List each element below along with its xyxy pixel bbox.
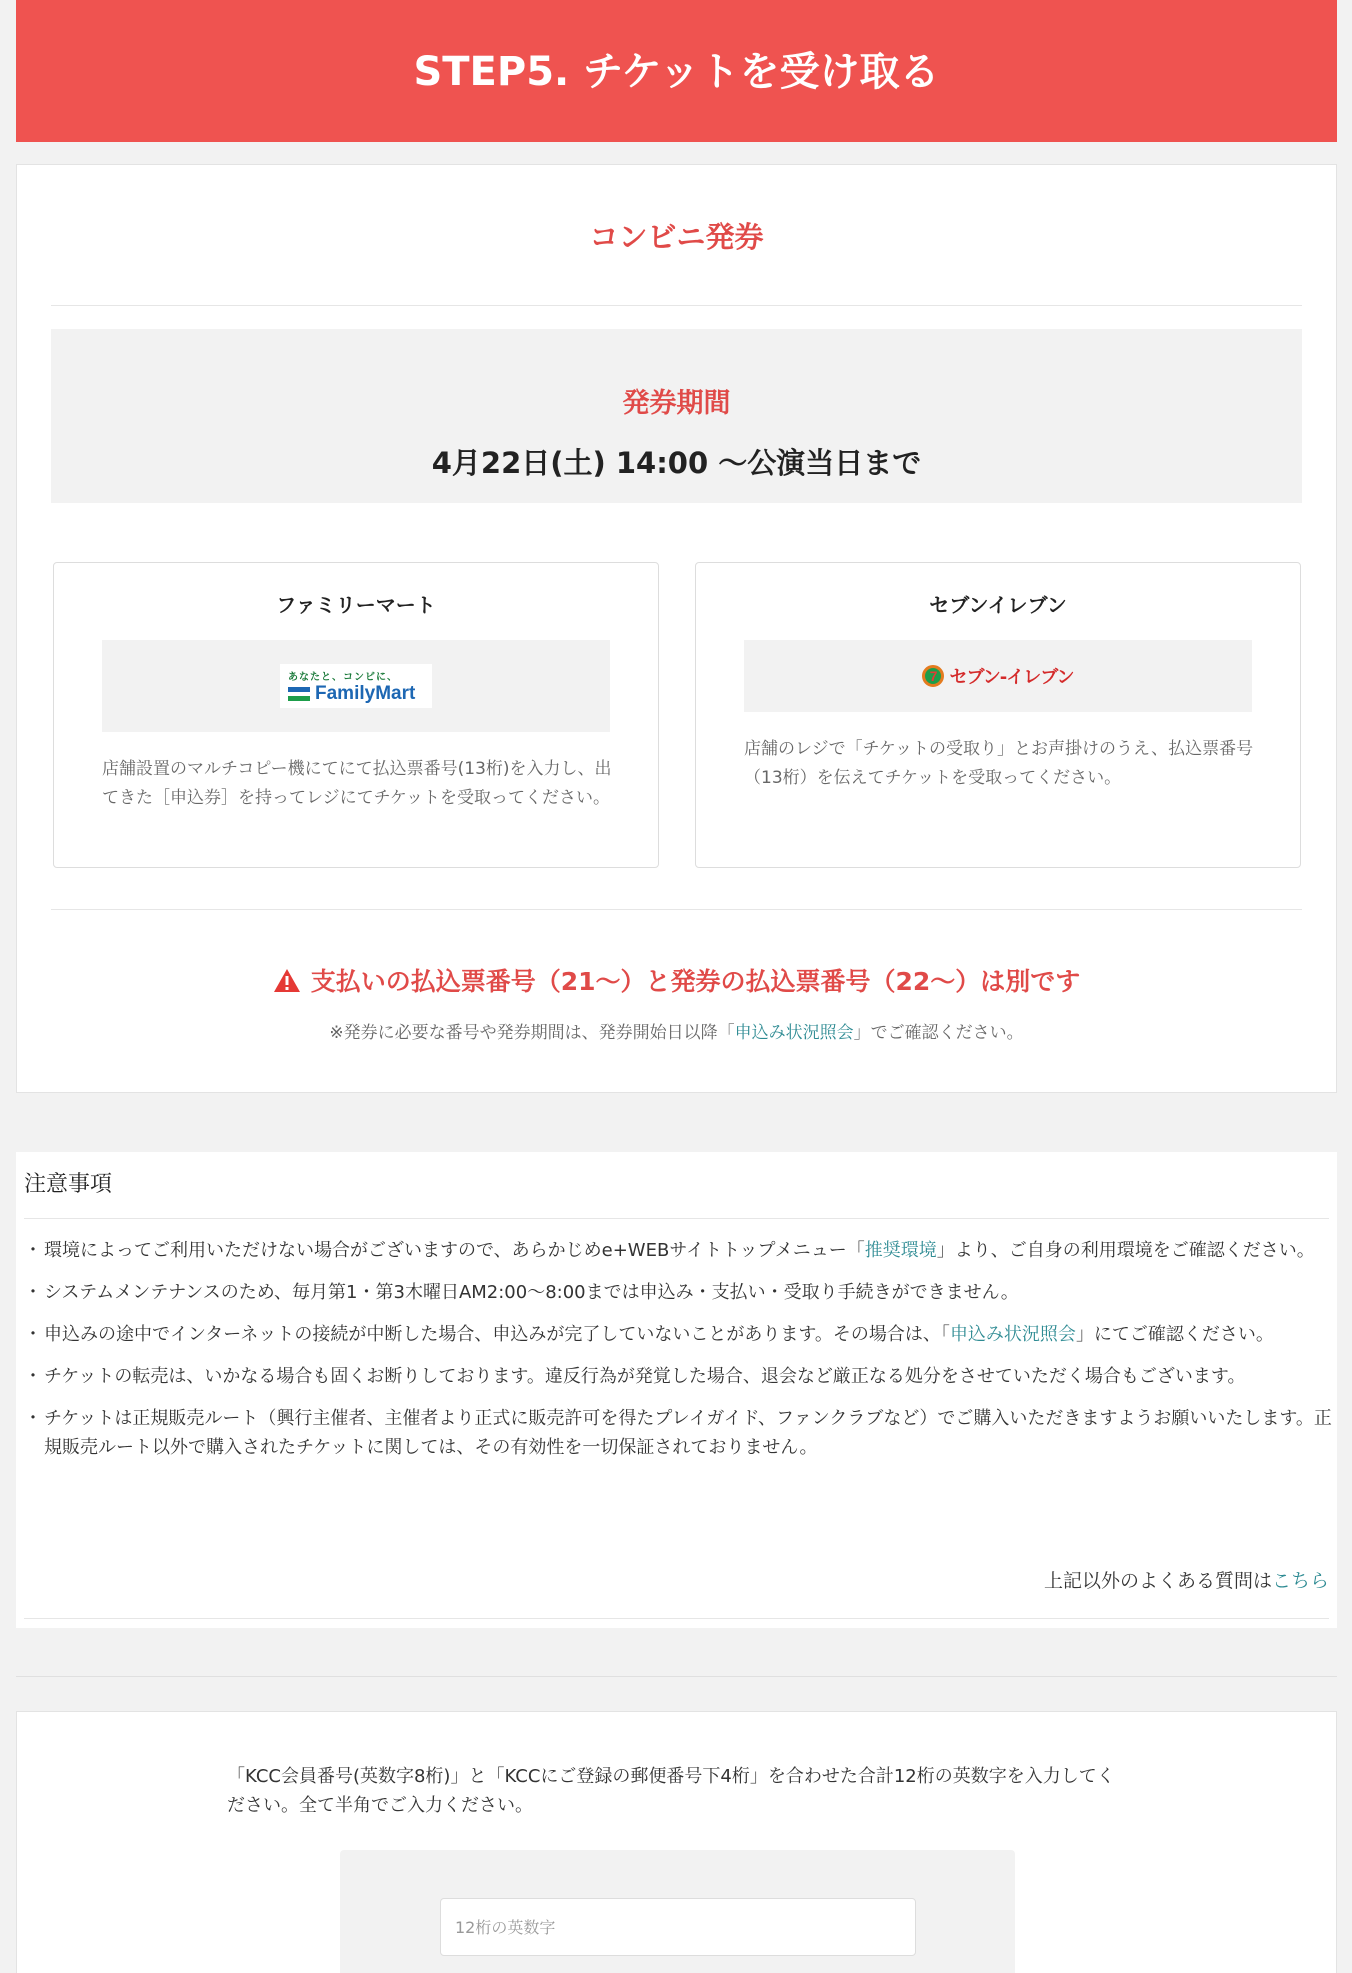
issue-period-label: 発券期間 (622, 388, 731, 419)
seven-eleven-logo-word: セブン-イレブン (949, 667, 1074, 688)
warning-note: ※発券に必要な番号や発券期間は、発券開始日以降「申込み状況照会」でご確認ください。 (329, 1023, 1024, 1043)
divider (24, 1618, 1329, 1619)
faq-link[interactable]: こちら (1271, 1570, 1329, 1592)
familymart-logo-word: FamilyMart (315, 682, 416, 704)
seven-eleven-logo-area (744, 640, 1252, 712)
application-status-link[interactable]: 申込み状況照会 (734, 1023, 854, 1043)
seven-eleven-description: 店舗のレジで「チケットの受取り」とお声掛けのうえ、払込票番号（13桁）を伝えてチケットを受取ってください。 (744, 739, 1254, 788)
step-header (16, 0, 1337, 142)
konbini-title: コンビニ発券 (589, 220, 764, 254)
kcc-number-input[interactable] (440, 1898, 916, 1956)
divider (51, 305, 1302, 306)
seven-eleven-card (695, 562, 1301, 868)
kcc-login-description: 「KCC会員番号(英数字8桁)」と「KCCにご登録の郵便番号下4桁」を合わせた合計12桁の英数字を入力してください。全て半角でご入力ください。 (227, 1766, 1115, 1816)
list-item: ・ システムメンテナンスのため、毎月第1・第3木曜日AM2:00〜8:00までは申込み・支払い・受取り手続きができません。 (24, 1278, 1336, 1307)
step-title: STEP5. チケットを受け取る (413, 48, 940, 95)
kcc-login-section (16, 1711, 1337, 1973)
kcc-input-box (340, 1850, 1015, 1973)
warning-message (17, 962, 1336, 998)
issue-period-box (51, 329, 1302, 503)
seven-eleven-name: セブンイレブン (929, 593, 1067, 617)
issue-period-value: 4月22日(土) 14:00 〜公演当日まで (431, 446, 922, 480)
seven-eleven-mark-icon: 7 (922, 665, 944, 687)
warning-text: 支払いの払込票番号（21〜）と発券の払込票番号（22〜）は別です (310, 967, 1081, 996)
familymart-card (53, 562, 659, 868)
seven-eleven-logo (922, 663, 1073, 689)
familymart-description: 店舗設置のマルチコピー機にてにて払込票番号(13桁)を入力し、出てきた［申込券］を持ってレジにてチケットを受取ってください。 (102, 759, 612, 808)
familymart-logo-tagline: あなたと、コンビに、 (288, 671, 398, 683)
list-item: ・ 申込みの途中でインターネットの接続が中断した場合、申込みが完了していないことがあります。その場合は、「申込み状況照会」にてご確認ください。 (24, 1320, 1336, 1349)
notes-section (16, 1152, 1337, 1628)
divider (51, 909, 1302, 910)
application-status-link[interactable]: 申込み状況照会 (949, 1324, 1076, 1345)
familymart-stripe-icon (288, 687, 310, 701)
konbini-card (16, 164, 1337, 1093)
faq-line: 上記以外のよくある質問はこちら (1043, 1570, 1329, 1592)
notes-list (24, 1236, 1336, 1475)
list-item: ・ チケットの転売は、いかなる場合も固くお断りしております。違反行為が発覚した場合、退会など厳正なる処分をさせていただく場合もございます。 (24, 1362, 1336, 1391)
list-item: ・ チケットは正規販売ルート（興行主催者、主催者より正式に販売許可を得たプレイガイド、ファンクラブなど）でご購入いただきますようお願いいたします。正規販売ルート以外で購入されたチケットに関しては、その有効性を一切保証されておりません。 (24, 1404, 1336, 1462)
familymart-logo-area (102, 640, 610, 732)
notes-heading: 注意事項 (24, 1167, 1329, 1219)
divider (16, 1676, 1337, 1677)
familymart-name: ファミリーマート (276, 593, 436, 617)
recommended-env-link[interactable]: 推奨環境 (864, 1240, 937, 1261)
familymart-logo (280, 664, 432, 708)
list-item: ・ 環境によってご利用いただけない場合がございますので、あらかじめe+WEBサイトトップメニュー「推奨環境」より、ご自身の利用環境をご確認ください。 (24, 1236, 1336, 1265)
warning-icon (273, 968, 301, 993)
